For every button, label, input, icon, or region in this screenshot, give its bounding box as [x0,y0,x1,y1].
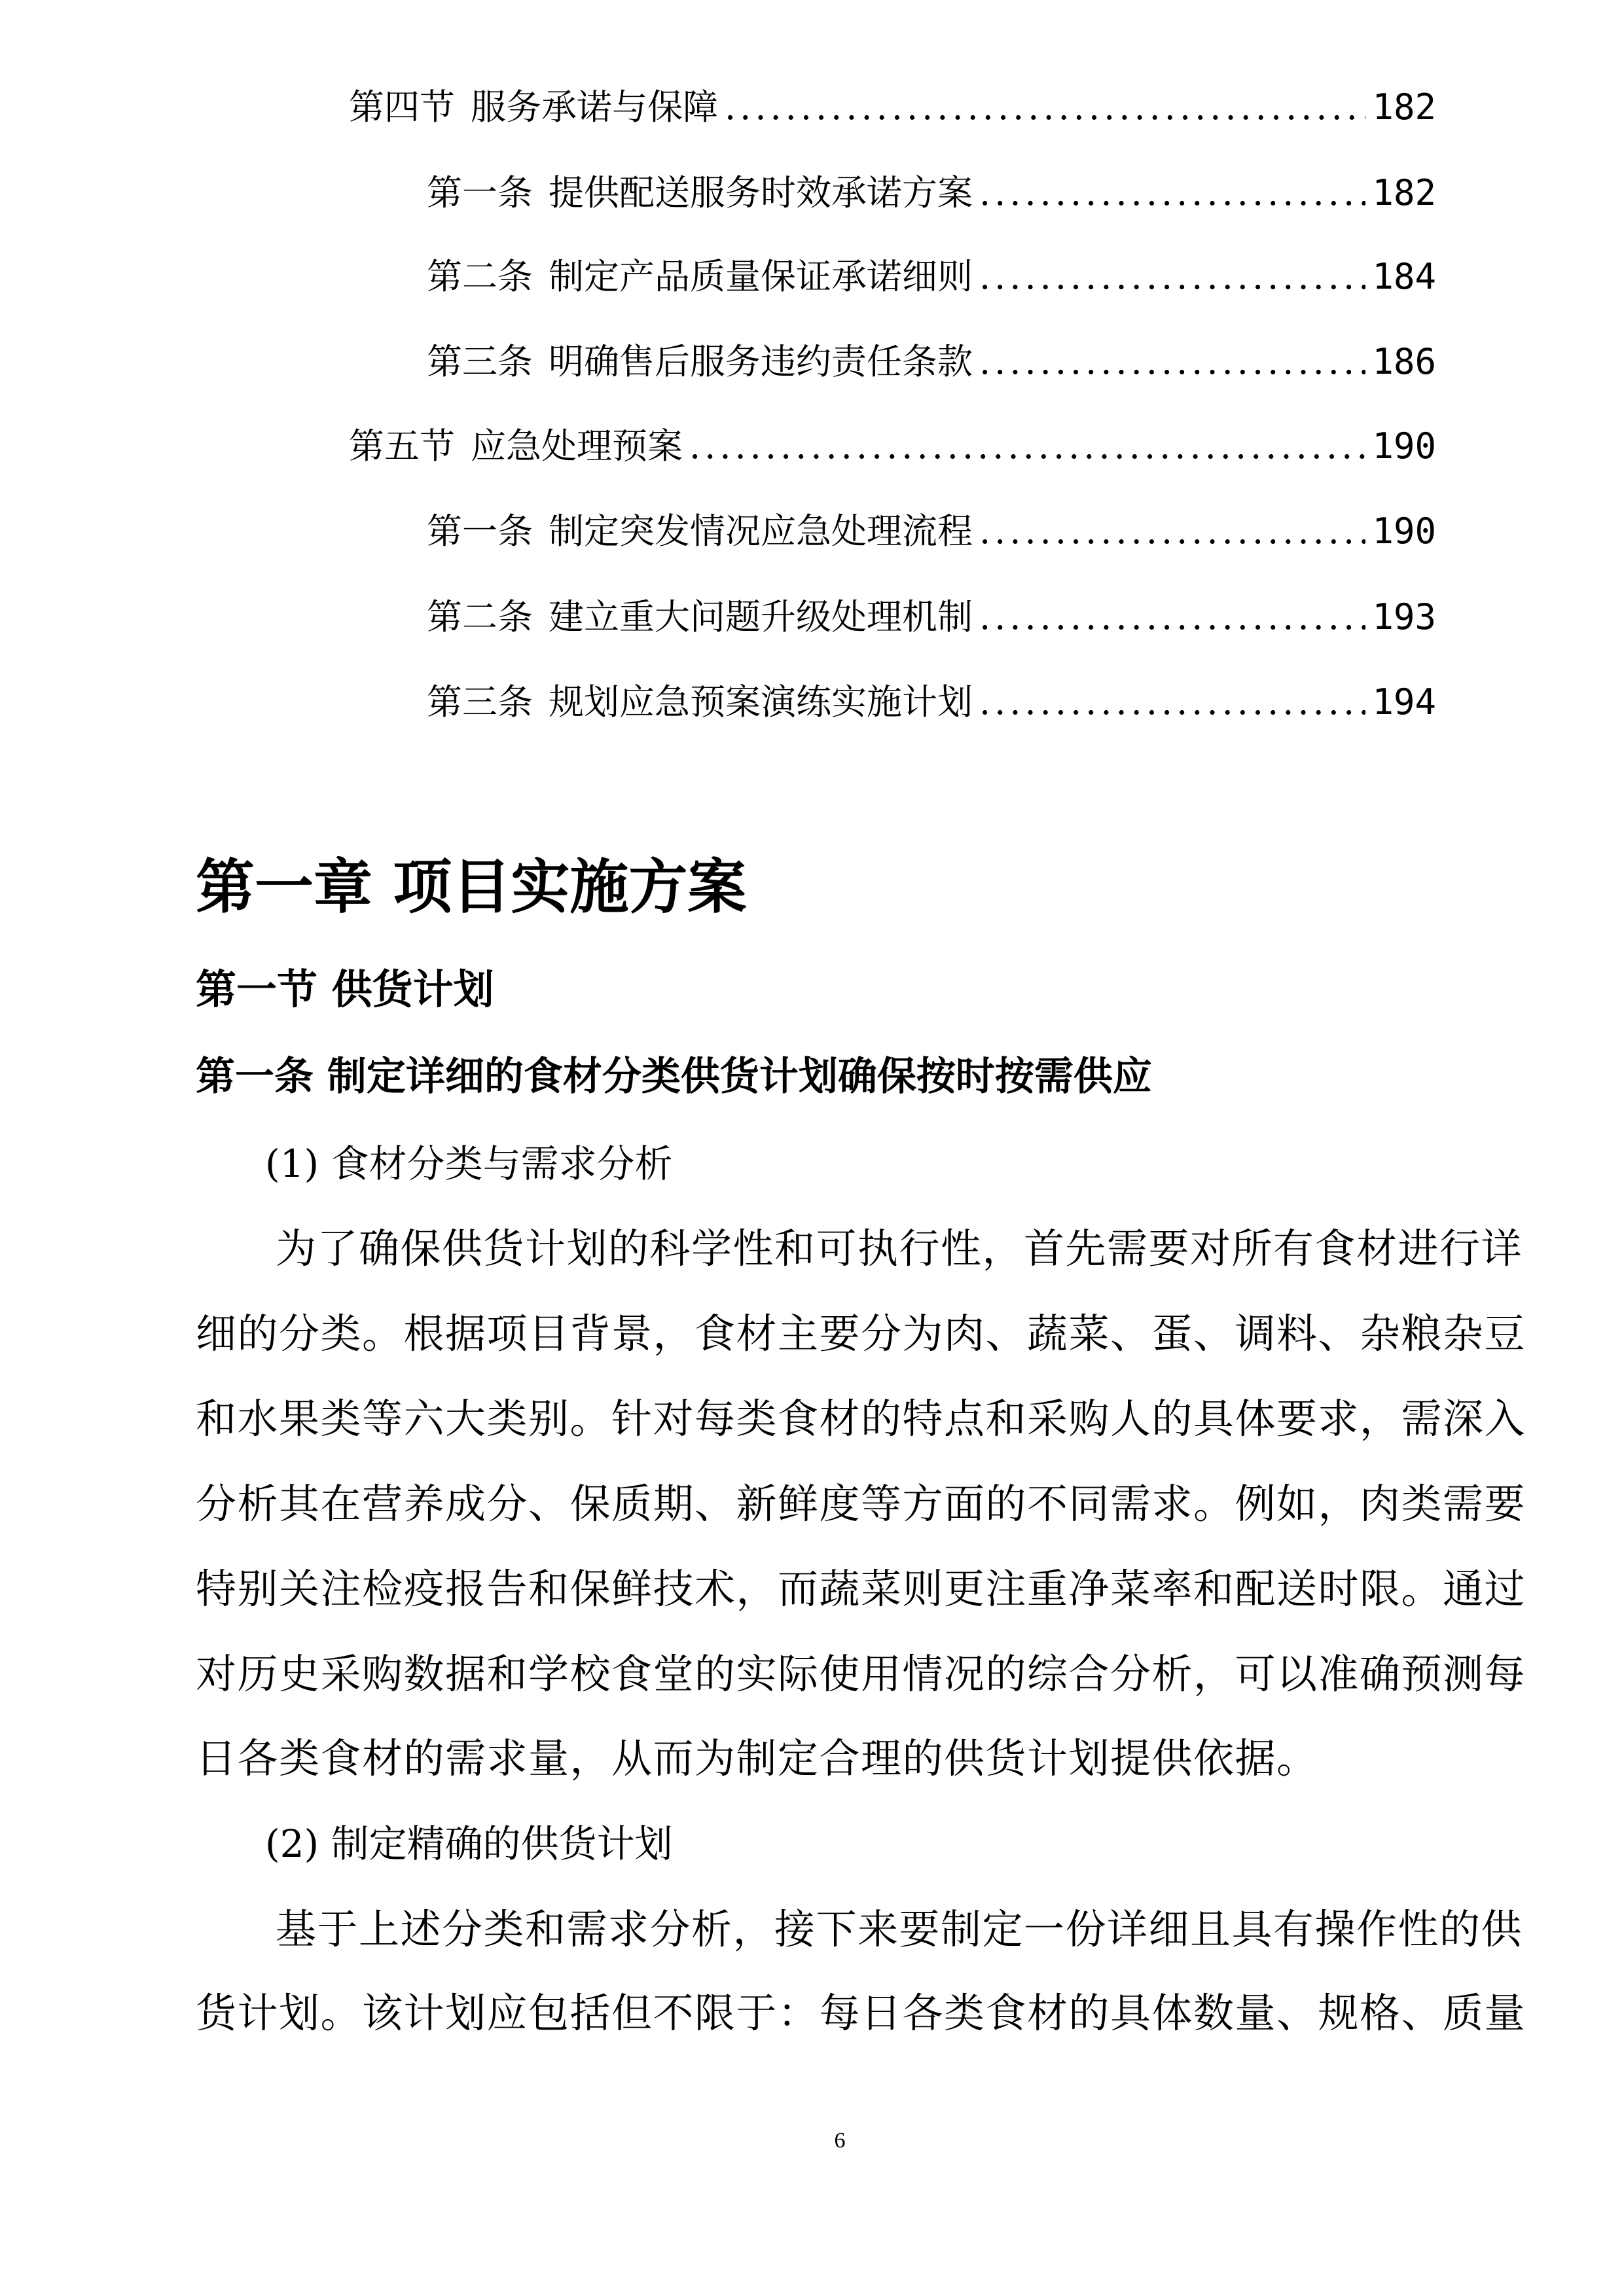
toc-entry[interactable] [0,81,1436,134]
toc-entry-title: 制定突发情况应急处理流程 [549,511,973,552]
paragraph-line: 货计划。该计划应包括但不限于：每日各类食材的具体数量、规格、质量 [196,1989,1526,2037]
chapter-title: 第一章 项目实施方案 [196,852,747,922]
toc-leader-dots [979,251,1365,303]
toc-entry-number: 第三条 [427,341,533,382]
toc-entry-title: 明确售后服务违约责任条款 [549,341,973,382]
subheading-1: (1) 食材分类与需求分析 [265,1141,673,1186]
toc-entry[interactable] [0,420,1436,473]
toc-entry-page: 184 [1372,256,1436,297]
toc-entry-title: 制定产品质量保证承诺细则 [549,256,973,297]
toc-leader-dots [979,336,1365,388]
toc-entry-title: 应急处理预案 [471,425,683,467]
page-number: 6 [834,2128,846,2153]
toc-leader-dots [689,420,1365,473]
toc-entry-number: 第二条 [427,596,533,637]
toc-entry-page: 194 [1372,681,1436,723]
toc-entry[interactable] [0,336,1436,388]
toc-entry[interactable] [0,251,1436,303]
toc-leader-dots [979,591,1365,643]
toc-entry-page: 182 [1372,86,1436,128]
paragraph-line: 基于上述分类和需求分析，接下来要制定一份详细且具有操作性的供 [276,1905,1523,1953]
toc-entry-page: 182 [1372,172,1436,213]
toc-entry-number: 第一条 [427,172,533,213]
toc-entry-title: 提供配送服务时效承诺方案 [549,172,973,213]
toc-entry-number: 第五节 [349,425,455,467]
paragraph-line: 特别关注检疫报告和保鲜技术，而蔬菜则更注重净菜率和配送时限。通过 [196,1565,1526,1613]
toc-entry-number: 第三条 [427,681,533,723]
toc-entry[interactable] [0,676,1436,728]
toc-leader-dots [979,167,1365,219]
paragraph-line: 对历史采购数据和学校食堂的实际使用情况的综合分析，可以准确预测每 [196,1650,1526,1698]
toc-entry-title: 建立重大问题升级处理机制 [549,596,973,637]
section-title: 第一节 供货计划 [196,965,494,1013]
toc-entry-number: 第一条 [427,511,533,552]
toc-entry-title: 规划应急预案演练实施计划 [549,681,973,723]
toc-leader-dots [979,676,1365,728]
paragraph-line: 细的分类。根据项目背景，食材主要分为肉、蔬菜、蛋、调料、杂粮杂豆 [196,1310,1526,1357]
toc-entry-number: 第二条 [427,256,533,297]
toc-entry[interactable] [0,505,1436,558]
subheading-2: (2) 制定精确的供货计划 [265,1821,673,1866]
paragraph-line: 日各类食材的需求量，从而为制定合理的供货计划提供依据。 [196,1734,1318,1782]
toc-entry[interactable] [0,167,1436,219]
paragraph-line: 为了确保供货计划的科学性和可执行性，首先需要对所有食材进行详 [276,1225,1523,1272]
paragraph-line: 和水果类等六大类别。针对每类食材的特点和采购人的具体要求，需深入 [196,1395,1526,1443]
toc-entry-page: 193 [1372,596,1436,637]
toc-entry-page: 190 [1372,511,1436,552]
toc-entry-page: 190 [1372,425,1436,467]
paragraph-line: 分析其在营养成分、保质期、新鲜度等方面的不同需求。例如，肉类需要 [196,1480,1526,1528]
toc-entry-title: 服务承诺与保障 [471,86,718,128]
toc-leader-dots [979,505,1365,558]
toc-entry-number: 第四节 [349,86,455,128]
toc-entry[interactable] [0,591,1436,643]
toc-entry-page: 186 [1372,341,1436,382]
toc-leader-dots [725,81,1365,134]
article-title: 第一条 制定详细的食材分类供货计划确保按时按需供应 [196,1054,1152,1100]
